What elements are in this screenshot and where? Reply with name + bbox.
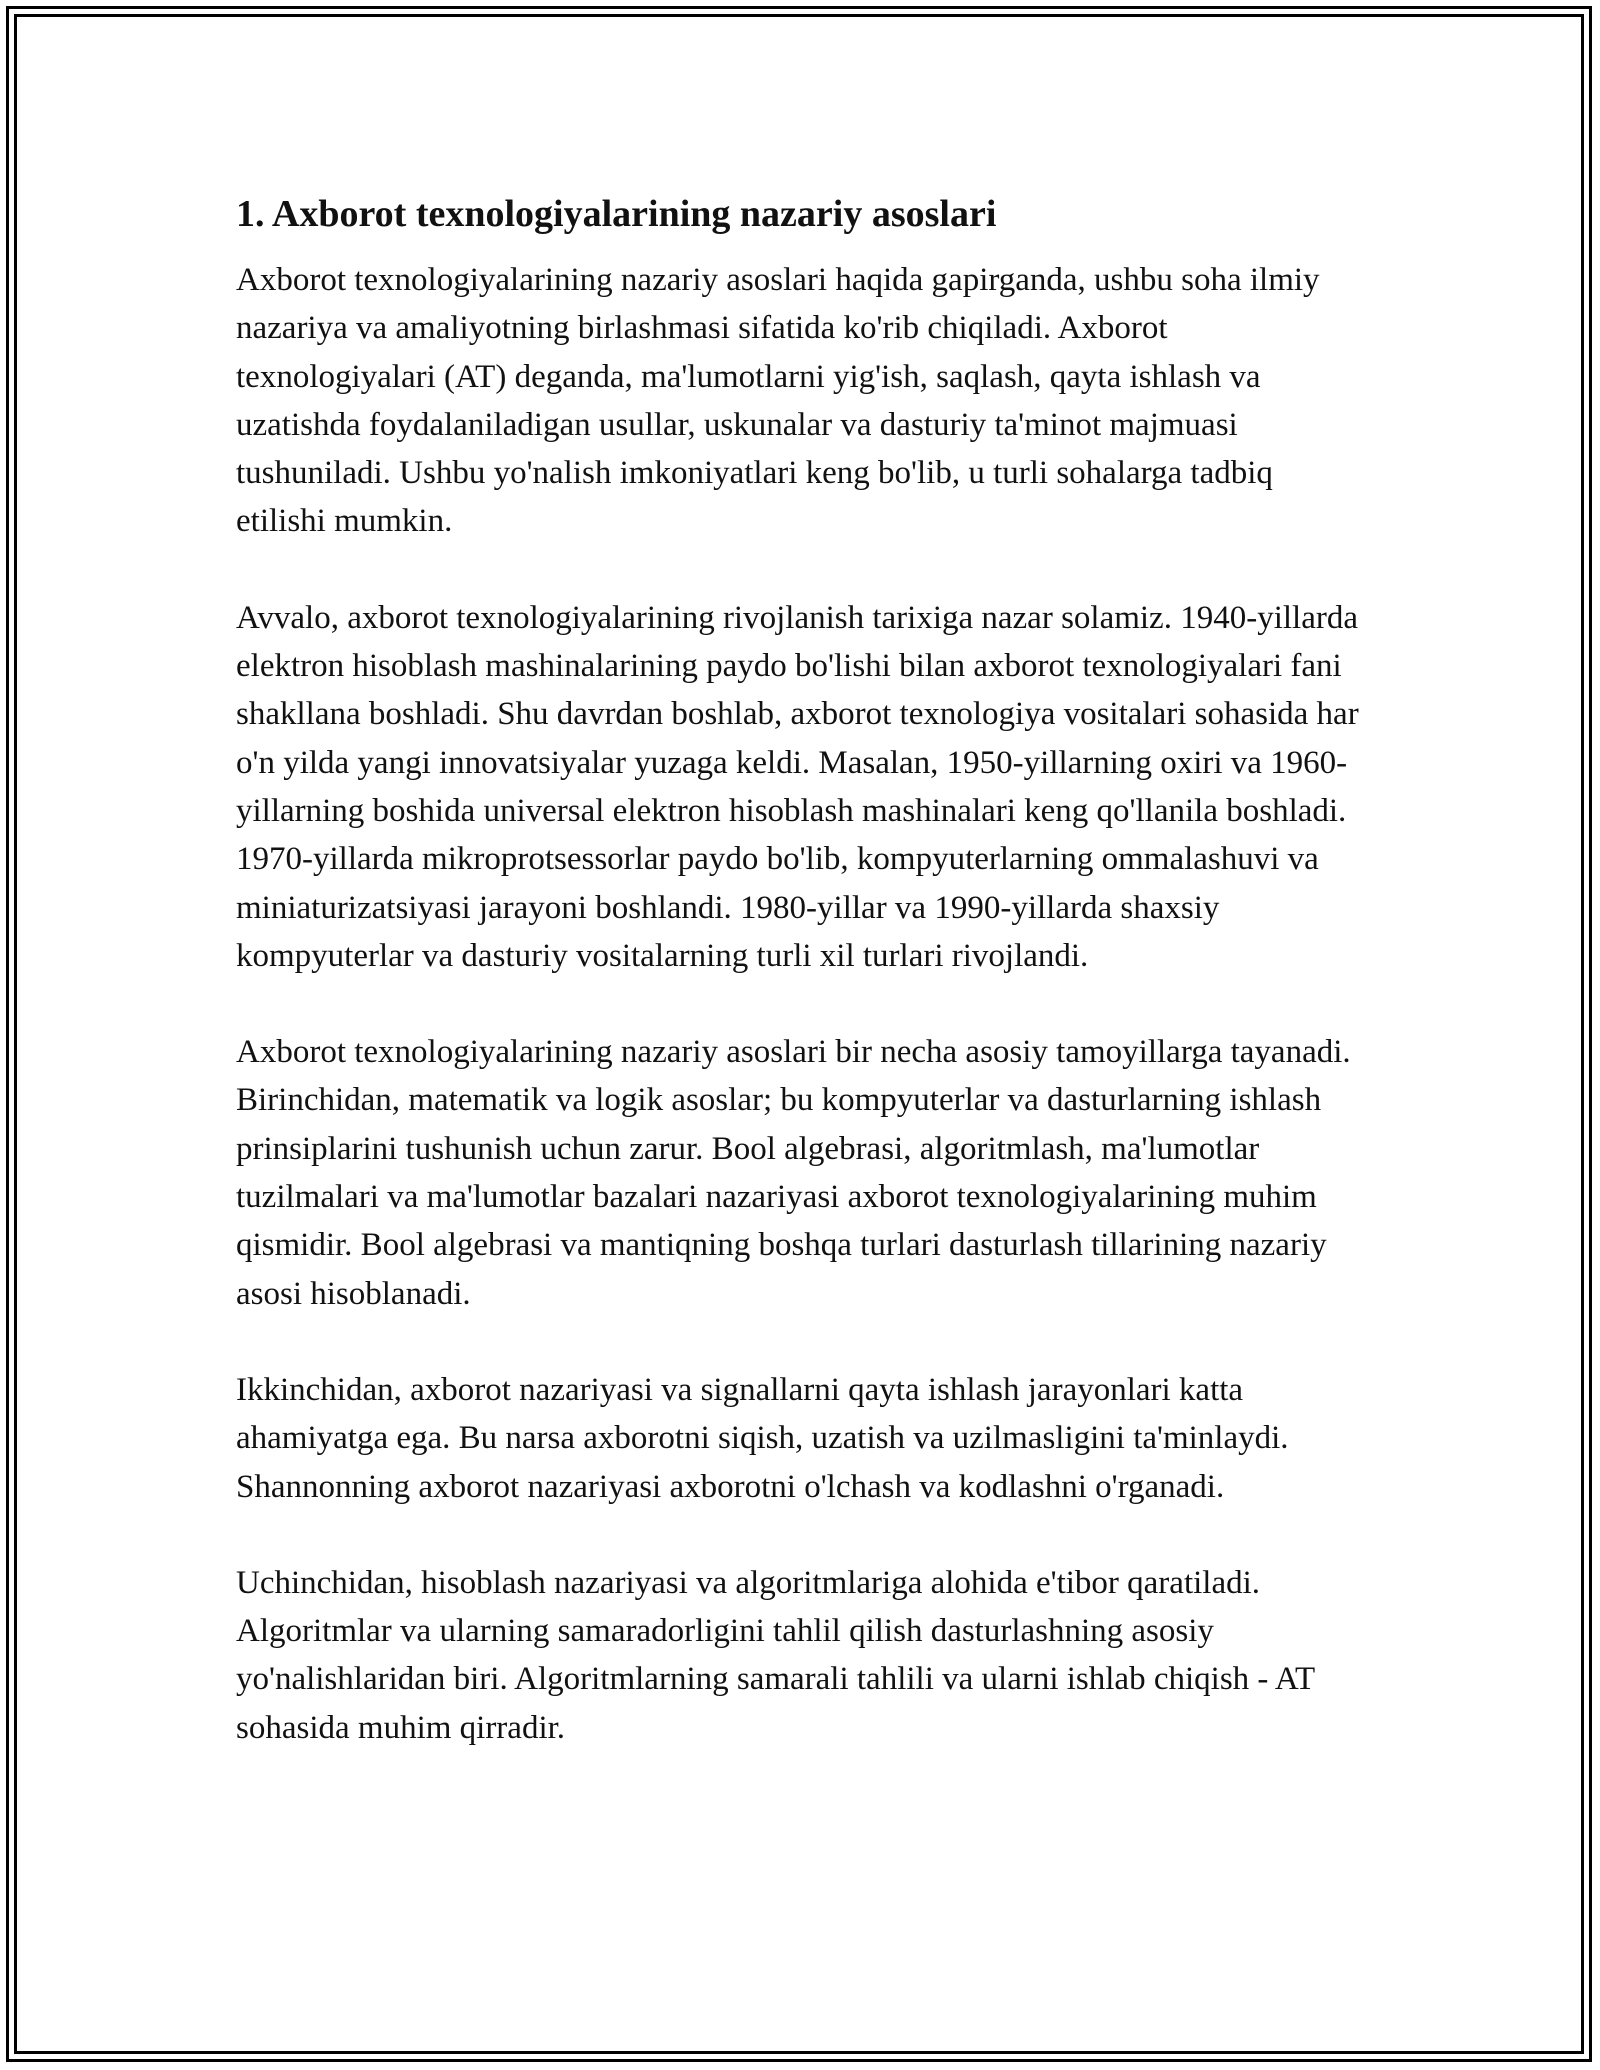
paragraph-introduction: Axborot texnologiyalarining nazariy asoslari haqida gapirganda, ushbu soha ilmiy nazariya va amaliyotning birlashmasi sifatida ko'rib chiqiladi. Axborot texnologiyalari (AT) deganda, ma'lumotlarni yig'ish, saqlash, qayta ishlash va uzatishda foydalaniladigan usullar, uskunalar va dasturiy ta'minot majmuasi tushuniladi. Ushbu yo'nalish imkoniyatlari keng bo'lib, u turli sohalarga tadbiq etilishi mumkin. xyxy=(236,262,1320,540)
section-heading: 1. Axborot texnologiyalarining nazariy asoslari xyxy=(236,193,997,235)
paragraph-principles: Axborot texnologiyalarining nazariy asoslari bir necha asosiy tamoyillarga tayanadi. Birinchidan, matematik va logik asoslar; bu kompyuterlar va dasturlarning ishlash prinsiplarini tushunish uchun zarur. Bool algebrasi, algoritmlash, ma'lumotlar tuzilmalari va ma'lumotlar bazalari nazariyasi axborot texnologiyalarining muhim qismidir. Bool algebrasi va mantiqning boshqa turlari dasturlash tillarining nazariy asosi hisoblanadi. xyxy=(236,1034,1351,1312)
document-body xyxy=(236,186,1366,1752)
paragraph-information-theory: Ikkinchidan, axborot nazariyasi va signallarni qayta ishlash jarayonlari katta ahamiyatga ega. Bu narsa axborotni siqish, uzatish va uzilmasligini ta'minlaydi. Shannonning axborot nazariyasi axborotni o'lchash va kodlashni o'rganadi. xyxy=(236,1371,1289,1505)
paragraph-algorithms: Uchinchidan, hisoblash nazariyasi va algoritmlariga alohida e'tibor qaratiladi. Algoritmlar va ularning samaradorligini tahlil qilish dasturlashning asosiy yo'nalishlaridan biri. Algoritmlarning samarali tahlili va ularni ishlab chiqish - AT sohasida muhim qirradir. xyxy=(236,1564,1315,1746)
paragraph-history: Avvalo, axborot texnologiyalarining rivojlanish tarixiga nazar solamiz. 1940-yillarda elektron hisoblash mashinalarining paydo bo'lishi bilan axborot texnologiyalari fani shakllana boshladi. Shu davrdan boshlab, axborot texnologiya vositalari sohasida har o'n yilda yangi innovatsiyalar yuzaga keldi. Masalan, 1950-yillarning oxiri va 1960-yillarning boshida universal elektron hisoblash mashinalari keng qo'llanila boshladi. 1970-yillarda mikroprotsessorlar paydo bo'lib, kompyuterlarning ommalashuvi va miniaturizatsiyasi jarayoni boshlandi. 1980-yillar va 1990-yillarda shaxsiy kompyuterlar va dasturiy vositalarning turli xil turlari rivojlandi. xyxy=(236,599,1359,974)
